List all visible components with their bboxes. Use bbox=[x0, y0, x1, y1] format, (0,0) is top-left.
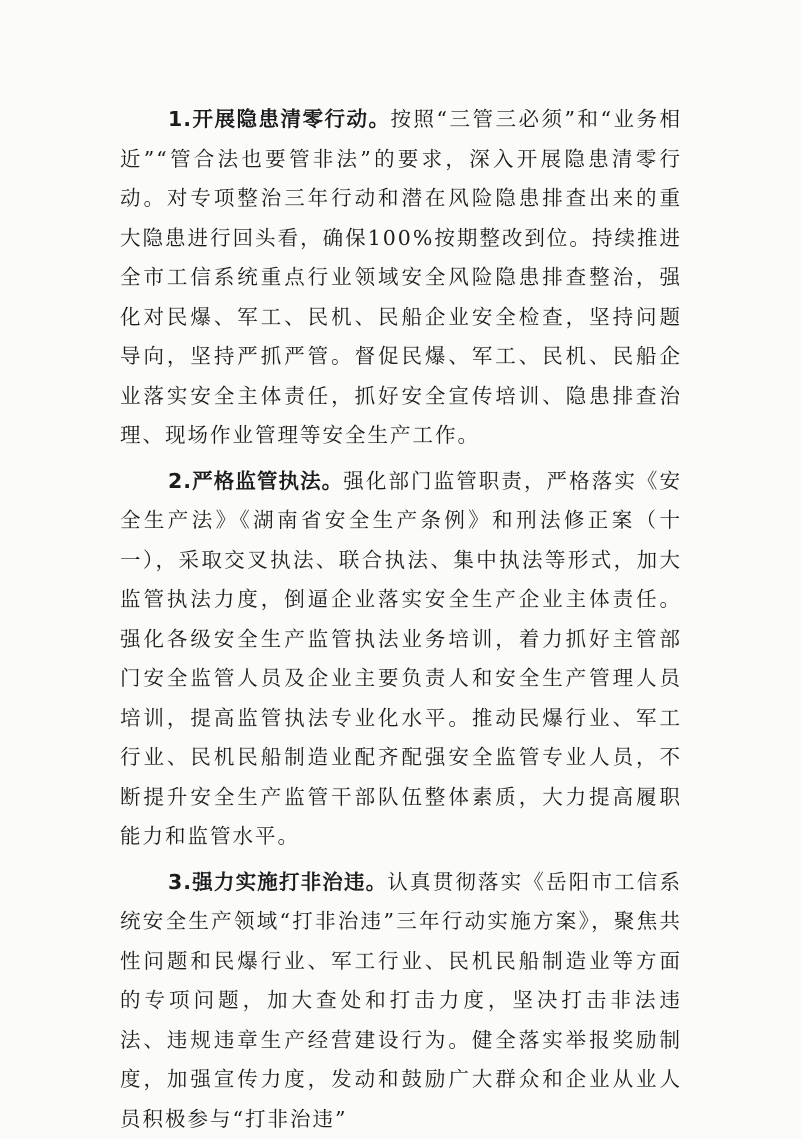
paragraph-hazard-clearance bbox=[120, 100, 682, 456]
paragraph-crackdown-violations bbox=[120, 863, 682, 1139]
paragraph-body: 认真贯彻落实《岳阳市工信系统安全生产领域“打非治违”三年行动实施方案》，聚焦共性问题和民爆行业、军工行业、民机民船制造业等方面的专项问题，加大查处和打击力度，坚决打击非法违法、违规违章生产经营建设行为。健全落实举报奖励制度，加强宣传力度，发动和鼓励广大群众和企业从业人员积极参与“打非治违” bbox=[120, 870, 682, 1131]
paragraph-strict-supervision bbox=[120, 462, 682, 857]
paragraph-heading: 2.严格监管执法。 bbox=[168, 469, 343, 493]
paragraph-body: 强化部门监管职责，严格落实《安全生产法》《湖南省安全生产条例》和刑法修正案（十一），采取交叉执法、联合执法、集中执法等形式，加大监管执法力度，倒逼企业落实安全生产企业主体责任。强化各级安全生产监管执法业务培训，着力抓好主管部门安全监管人员及企业主要负责人和安全生产管理人员培训，提高监管执法专业化水平。推动民爆行业、军工行业、民机民船制造业配齐配强安全监管专业人员，不断提升安全生产监管干部队伍整体素质，大力提高履职能力和监管水平。 bbox=[120, 469, 682, 849]
paragraph-body: 按照“三管三必须”和“业务相近”“管合法也要管非法”的要求，深入开展隐患清零行动。对专项整治三年行动和潜在风险隐患排查出来的重大隐患进行回头看，确保100%按期整改到位。持续推进全市工信系统重点行业领域安全风险隐患排查整治，强化对民爆、军工、民机、民船企业安全检查，坚持问题导向，坚持严抓严管。督促民爆、军工、民机、民船企业落实安全主体责任，抓好安全宣传培训、隐患排查治理、现场作业管理等安全生产工作。 bbox=[120, 107, 682, 447]
paragraph-heading: 3.强力实施打非治违。 bbox=[168, 870, 387, 894]
paragraph-heading: 1.开展隐患清零行动。 bbox=[168, 107, 391, 131]
